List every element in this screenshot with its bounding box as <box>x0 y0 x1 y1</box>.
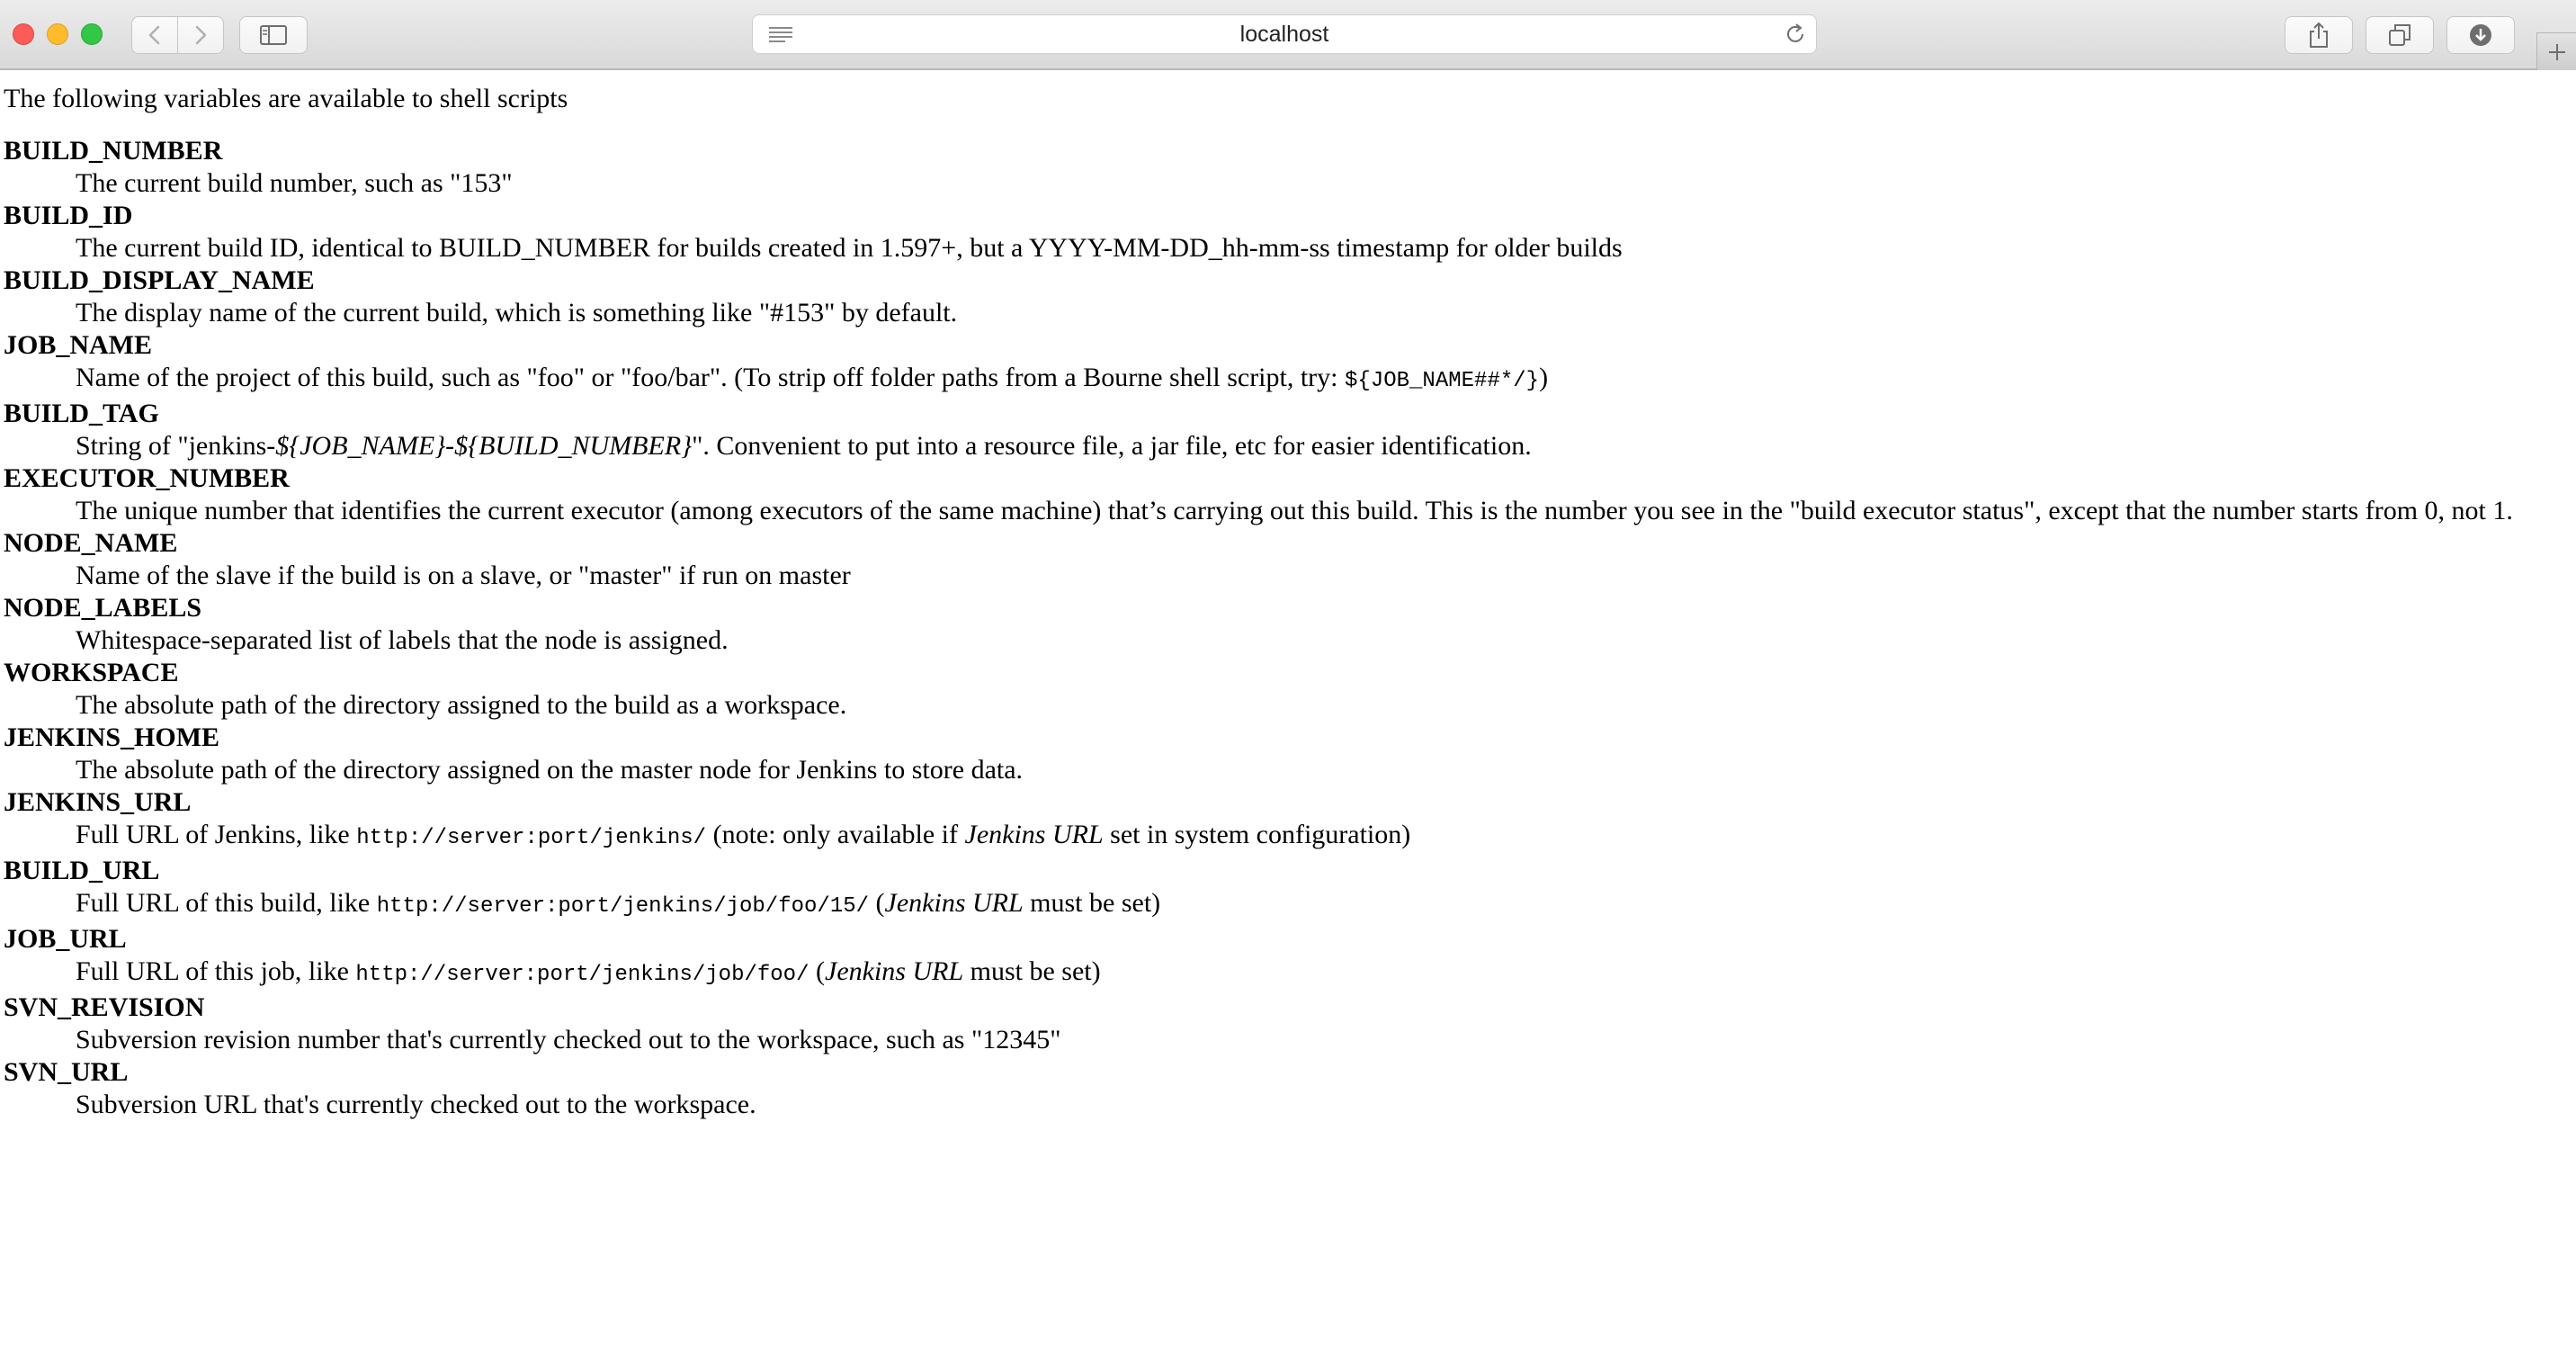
download-icon <box>2468 22 2493 48</box>
url-text[interactable]: localhost <box>1239 22 1329 47</box>
code-snippet: http://server:port/jenkins/ <box>356 826 707 850</box>
variable-name: JENKINS_URL <box>4 787 192 817</box>
description-text: must be set) <box>963 956 1101 986</box>
variable-name: JENKINS_HOME <box>4 722 220 752</box>
variable-description: Subversion revision number that's currently checked out to the workspace, such as "12345" <box>76 1025 1061 1054</box>
variable-list <box>4 135 2569 1121</box>
share-icon <box>2307 22 2330 49</box>
code-snippet: ${JOB_NAME##*/} <box>1345 369 1540 393</box>
sidebar-icon <box>259 24 288 46</box>
close-window-button[interactable] <box>13 23 34 45</box>
variable-name: JOB_URL <box>4 924 127 954</box>
description-text: ( <box>809 956 825 986</box>
variable-name: WORKSPACE <box>4 658 179 687</box>
variable-name: SVN_URL <box>4 1057 129 1087</box>
description-text: set in system configuration) <box>1103 820 1411 849</box>
maximize-window-button[interactable] <box>81 23 103 45</box>
description-text: ) <box>1539 363 1549 392</box>
variable-description <box>76 430 2569 462</box>
variable-description <box>76 956 2569 992</box>
forward-button[interactable] <box>177 16 224 54</box>
variable-description: Subversion URL that's currently checked out to the workspace. <box>76 1090 756 1119</box>
variable-name: SVN_REVISION <box>4 992 205 1022</box>
variable-description <box>76 819 2569 855</box>
back-button[interactable] <box>131 16 178 54</box>
variable-description: The unique number that identifies the current executor (among executors of the same machine) that’s carrying out this build. This is the number you see in the "build executor status", except that the number starts from 0, not 1. <box>76 496 2513 525</box>
description-text: ". Convenient to put into a resource file, a jar file, etc for easier identification. <box>692 431 1532 461</box>
variable-description <box>76 887 2569 923</box>
variable-name: JOB_NAME <box>4 330 152 360</box>
plus-icon <box>2546 41 2568 63</box>
variable-description: The current build number, such as "153" <box>76 168 513 198</box>
variable-name: EXECUTOR_NUMBER <box>4 463 290 493</box>
page-content <box>4 79 2569 1121</box>
variable-description: Whitespace-separated list of labels that the node is assigned. <box>76 625 729 655</box>
new-tab-button[interactable] <box>2536 32 2576 70</box>
share-button[interactable] <box>2285 16 2353 54</box>
intro-text: The following variables are available to shell scripts <box>4 84 568 113</box>
description-text: ( <box>869 888 885 918</box>
emphasis-text: Jenkins URL <box>825 956 964 986</box>
sidebar-button[interactable] <box>239 16 308 54</box>
variable-name: BUILD_URL <box>4 856 160 885</box>
browser-toolbar <box>0 0 2576 70</box>
tabs-icon <box>2387 22 2412 48</box>
description-text: must be set) <box>1023 888 1161 918</box>
variable-name: BUILD_NUMBER <box>4 136 223 166</box>
description-text: Full URL of this job, like <box>76 956 356 986</box>
variable-description: The current build ID, identical to BUILD_NUMBER for builds created in 1.597+, but a YYYY-MM-DD_hh-mm-ss timestamp for older builds <box>76 233 1623 263</box>
description-text: Full URL of Jenkins, like <box>76 820 357 849</box>
variable-name: NODE_NAME <box>4 528 178 558</box>
variable-description: The absolute path of the directory assigned on the master node for Jenkins to store data. <box>76 755 1024 785</box>
address-bar[interactable] <box>752 14 1817 54</box>
variable-name: BUILD_TAG <box>4 399 159 428</box>
description-text: Full URL of this build, like <box>76 888 377 918</box>
description-text: (note: only available if <box>706 820 965 849</box>
chevron-right-icon <box>192 24 210 46</box>
variable-description: The display name of the current build, which is something like "#153" by default. <box>76 298 958 328</box>
tabs-button[interactable] <box>2366 16 2434 54</box>
variable-description: Name of the slave if the build is on a slave, or "master" if run on master <box>76 561 851 590</box>
variable-description <box>76 362 2569 398</box>
minimize-window-button[interactable] <box>47 23 68 45</box>
description-text: String of "jenkins- <box>76 431 276 461</box>
description-text: Name of the project of this build, such as "foo" or "foo/bar". (To strip off folder paths from a Bourne shell script, try: <box>76 363 1346 392</box>
chevron-left-icon <box>146 24 164 46</box>
emphasis-text: Jenkins URL <box>884 888 1024 918</box>
reload-icon[interactable] <box>1784 22 1807 46</box>
code-snippet: http://server:port/jenkins/job/foo/ <box>355 963 809 987</box>
downloads-button[interactable] <box>2446 16 2515 54</box>
code-snippet: http://server:port/jenkins/job/foo/15/ <box>376 894 870 919</box>
emphasis-text: ${JOB_NAME}-${BUILD_NUMBER} <box>275 431 693 461</box>
variable-name: BUILD_ID <box>4 201 133 230</box>
variable-name: NODE_LABELS <box>4 593 202 623</box>
variable-description: The absolute path of the directory assigned to the build as a workspace. <box>76 690 847 720</box>
emphasis-text: Jenkins URL <box>964 820 1104 849</box>
variable-name: BUILD_DISPLAY_NAME <box>4 265 315 295</box>
